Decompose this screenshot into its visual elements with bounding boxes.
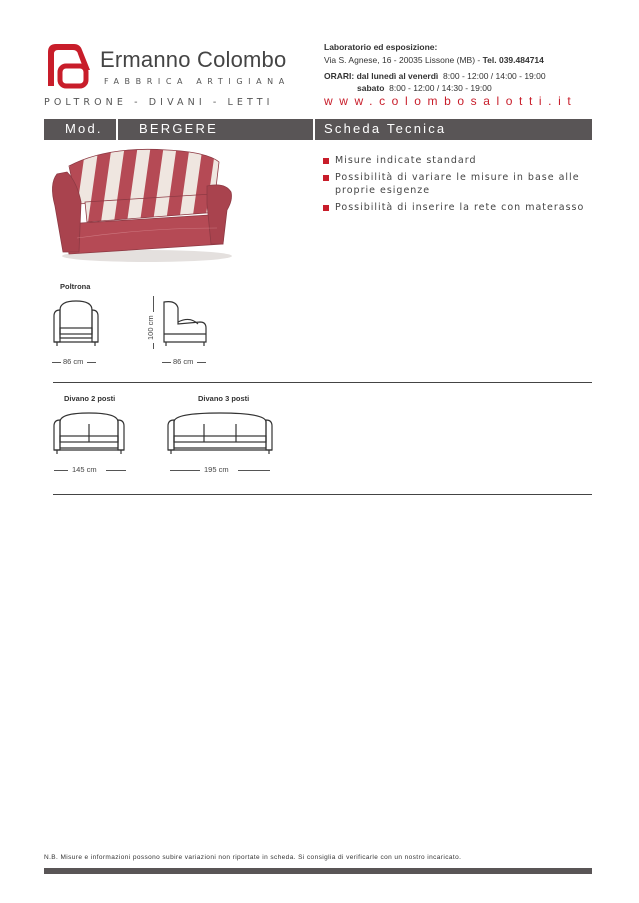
feature-item: Possibilità di variare le misure in base alle proprie esigenze [323, 171, 593, 198]
dimension-line [162, 362, 171, 363]
divano2-width: 145 cm [72, 465, 97, 474]
brand-name: Ermanno Colombo [100, 47, 287, 72]
armchair-side-icon [160, 298, 210, 348]
contact-phone: Tel. 039.484714 [482, 55, 544, 65]
website-link[interactable]: www.colombosalotti.it [324, 94, 578, 108]
dimension-line [106, 470, 126, 471]
section-divider [53, 494, 592, 495]
sofa-2-seat-icon [52, 410, 126, 456]
model-name: BERGERE [139, 121, 218, 136]
bullet-square-icon [323, 158, 329, 164]
dimension-line [153, 343, 154, 349]
dimension-line [52, 362, 61, 363]
brand-subtitle: FABBRICA ARTIGIANA [104, 77, 290, 86]
feature-list [323, 154, 593, 217]
contact-address: Via S. Agnese, 16 - 20035 Lissone (MB) - Tel. 039.484714 [324, 55, 544, 65]
poltrona-depth: 86 cm [173, 357, 194, 366]
poltrona-height: 100 cm [146, 315, 155, 340]
title-bar-divider [116, 119, 118, 140]
footer-note: N.B. Misure e informazioni possono subire variazioni non riportate in scheda. Si consiglia di verificarle con un nostro incaricato. [44, 854, 462, 861]
title-bar-divider [313, 119, 315, 140]
dimension-line [238, 470, 270, 471]
armchair-front-icon [52, 298, 100, 348]
brand-products: POLTRONE - DIVANI - LETTI [44, 97, 274, 108]
sofa-3-seat-icon [166, 410, 274, 456]
poltrona-width: 86 cm [63, 357, 84, 366]
dimension-line [87, 362, 96, 363]
feature-item: Possibilità di inserire la rete con materasso [323, 201, 593, 215]
contact-heading: Laboratorio ed esposizione: [324, 42, 438, 52]
dimension-line [54, 470, 68, 471]
model-label: Mod. [65, 121, 103, 136]
dimension-line [170, 470, 200, 471]
feature-item: Misure indicate standard [323, 154, 593, 168]
section-divider [53, 382, 592, 383]
divano3-width: 195 cm [204, 465, 229, 474]
dimension-line [197, 362, 206, 363]
product-photo [47, 144, 237, 264]
contact-hours-saturday: sabato 8:00 - 12:00 / 14:30 - 19:00 [357, 83, 492, 93]
brand-logo-icon [44, 40, 94, 90]
bullet-square-icon [323, 205, 329, 211]
contact-hours-weekdays: ORARI: dal lunedì al venerdì 8:00 - 12:00 / 14:00 - 19:00 [324, 71, 546, 81]
bullet-square-icon [323, 175, 329, 181]
divano3-label: Divano 3 posti [198, 394, 250, 403]
section-title: Scheda Tecnica [324, 121, 447, 136]
poltrona-label: Poltrona [60, 282, 91, 291]
title-bar [44, 119, 592, 140]
dimension-line [153, 296, 154, 312]
divano2-label: Divano 2 posti [64, 394, 116, 403]
footer-bar [44, 868, 592, 874]
